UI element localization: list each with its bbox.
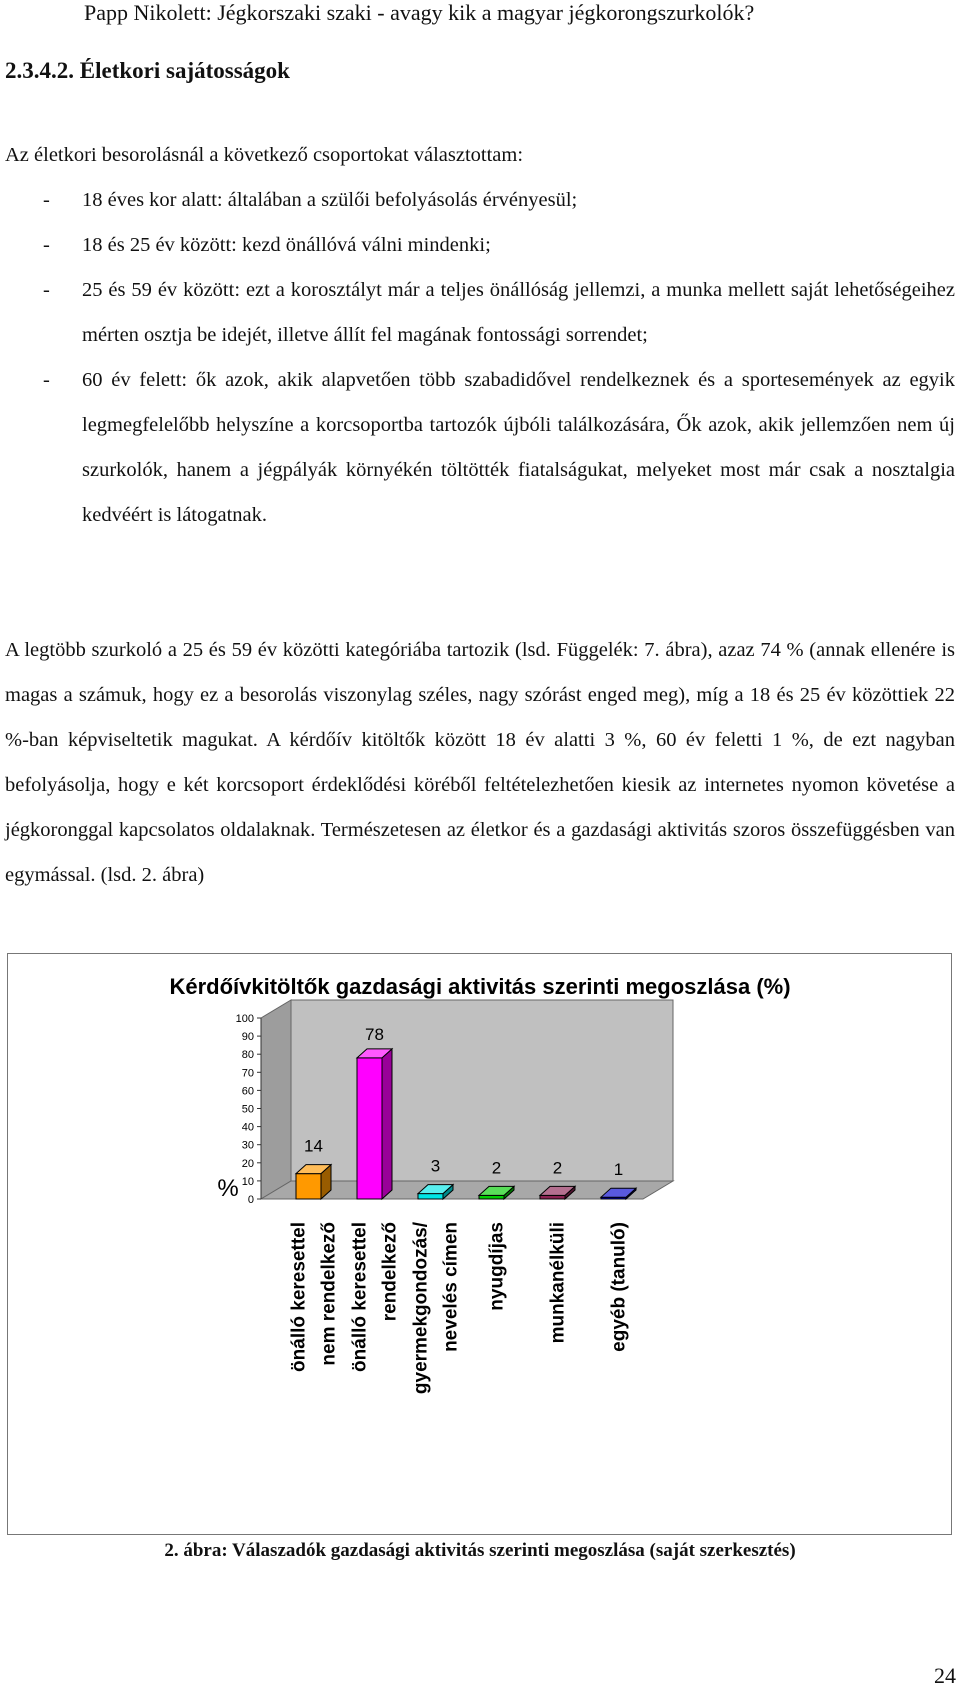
y-tick-label: 80 [241,1049,254,1062]
bar-data-label: 3 [430,1156,441,1176]
x-category-label: egyéb (tanuló) [608,1222,630,1352]
bar [479,1195,504,1199]
bar-data-label: 2 [491,1158,502,1178]
bar-chart [8,954,953,1536]
figure-caption: 2. ábra: Válaszadók gazdasági aktivitás szerinti megoszlása (saját szerkesztés) [164,1540,796,1561]
age-group-list [5,178,955,538]
bar [357,1058,382,1199]
y-tick-label: 10 [241,1175,254,1188]
x-category-label: nem rendelkező [318,1222,340,1366]
list-item-text: 60 év felett: ők azok, akik alapvetően több szabadidővel rendelkeznek és a sportesemények az egyik legmegfelelőbb helyszíne a korcsoportba tartozók újbóli találkozására, Ők azok, akik jellemzően nem új szurkolók, hanem a jégpályák környékén töltötték fiatalságukat, melyeket most már csak a nosztalgia kedvéért is látogatnak. [82,369,955,526]
y-tick-label: 60 [241,1085,254,1098]
x-category-label: nyugdíjas [486,1222,508,1311]
bar-data-label: 2 [552,1158,563,1178]
y-tick-label: 100 [235,1013,254,1025]
list-item [5,358,955,538]
list-item-text: 18 és 25 év között: kezd önállóvá válni mindenki; [82,234,491,256]
list-item [5,178,955,223]
list-dash: - [43,279,50,301]
bar-data-label: 1 [613,1160,624,1180]
list-item-text: 25 és 59 év között: ezt a korosztályt már a teljes önállóság jellemzi, a munka mellett saját lehetőségeihez mérten osztja be idejét, illetve állít fel magának fontossági sorrendet; [82,279,955,346]
body-paragraph: A legtöbb szurkoló a 25 és 59 év közötti kategóriába tartozik (lsd. Függelék: 7. ábra), azaz 74 % (annak ellenére is magas a számuk, hogy ez a besorolás viszonylag széles, nagy szórást enged meg), míg a 18 és 25 év közöttiek 22 %-ban képviseltetik magukat. A kérdőív kitöltők között 18 év alatti 3 %, 60 év feletti 1 %, de ezt nagyban befolyásolja, hogy e két korcsoport érdeklődési köréből feltételezhetően kiesik az internetes nyomon követése a jégkoronggal kapcsolatos oldalaknak. Természetesen az életkor és a gazdasági aktivitás szoros összefüggésben van egymással. (lsd. 2. ábra) [5,639,955,886]
bar-side [382,1049,392,1199]
x-category-label: gyermekgondozás/ [410,1222,432,1395]
section-title: 2.3.4.2. Életkori sajátosságok [5,58,290,83]
bar [418,1194,443,1199]
y-tick-label: 70 [241,1067,254,1080]
y-tick-label: 40 [241,1121,254,1134]
x-category-label: nevelés címen [440,1222,462,1352]
y-tick-label: 30 [241,1139,254,1152]
intro-paragraph: Az életkori besorolásnál a következő csoportokat választottam: [5,144,524,166]
list-dash: - [43,234,50,256]
running-header: Papp Nikolett: Jégkorszaki szaki - avagy kik a magyar jégkorongszurkolók? [84,0,755,25]
x-category-label: önálló keresettel [349,1222,371,1372]
list-item [5,223,955,268]
chart-back-wall [291,1000,673,1181]
y-tick-label: 20 [241,1157,254,1170]
list-item [5,268,955,358]
y-axis-label: % [217,1175,239,1202]
list-dash: - [43,189,50,211]
page-number: 24 [934,1663,956,1688]
x-category-label: önálló keresettel [288,1222,310,1372]
bar-data-label: 14 [304,1136,323,1156]
list-dash: - [43,369,50,391]
bar-data-label: 78 [365,1024,384,1044]
y-tick-label: 50 [241,1103,254,1116]
x-category-label: munkanélküli [547,1222,569,1344]
chart-figure [7,953,952,1535]
chart-title: Kérdőívkitöltők gazdasági aktivitás szerinti megoszlása (%) [169,974,791,999]
chart-body [236,1000,673,1394]
y-tick-label: 0 [247,1194,254,1206]
y-tick-label: 90 [241,1031,254,1044]
bar [540,1195,565,1199]
chart-side-wall [261,1000,291,1199]
bar [296,1174,321,1199]
x-category-label: rendelkező [379,1222,401,1322]
list-item-text: 18 éves kor alatt: általában a szülői befolyásolás érvényesül; [82,189,578,211]
